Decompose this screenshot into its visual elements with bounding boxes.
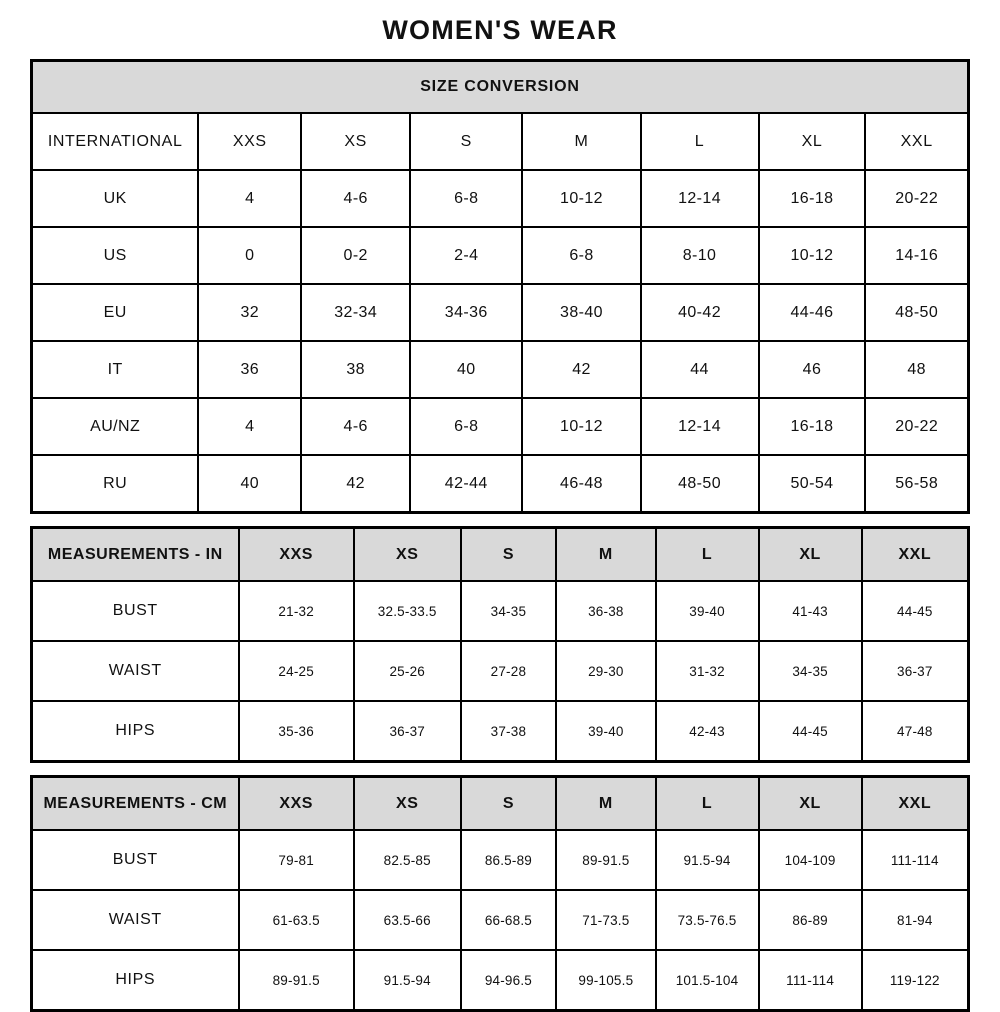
row-label: RU — [32, 455, 199, 513]
value-cell: 42 — [522, 341, 640, 398]
value-cell: 12-14 — [641, 170, 759, 227]
table-row — [32, 950, 969, 1011]
measurements-inches-table — [30, 526, 970, 763]
value-cell: 42 — [301, 455, 410, 513]
row-label: IT — [32, 341, 199, 398]
value-cell: 14-16 — [865, 227, 968, 284]
table-row — [32, 170, 969, 227]
value-cell: 34-36 — [410, 284, 522, 341]
column-header: M — [556, 777, 655, 831]
value-cell: 42-44 — [410, 455, 522, 513]
row-label: EU — [32, 284, 199, 341]
value-cell: 71-73.5 — [556, 890, 655, 950]
value-cell: 37-38 — [461, 701, 557, 762]
column-header: XXS — [239, 528, 354, 582]
value-cell: 41-43 — [759, 581, 862, 641]
column-header: M — [522, 113, 640, 170]
table-row — [32, 641, 969, 701]
value-cell: 39-40 — [556, 701, 655, 762]
column-header: XS — [354, 777, 461, 831]
column-header: XXL — [865, 113, 968, 170]
column-header: M — [556, 528, 655, 582]
value-cell: 91.5-94 — [354, 950, 461, 1011]
row-label: HIPS — [32, 950, 239, 1011]
column-header: XL — [759, 777, 862, 831]
value-cell: 101.5-104 — [656, 950, 759, 1011]
value-cell: 10-12 — [522, 170, 640, 227]
value-cell: 4-6 — [301, 170, 410, 227]
value-cell: 48-50 — [641, 455, 759, 513]
value-cell: 86.5-89 — [461, 830, 557, 890]
table-row — [32, 284, 969, 341]
value-cell: 39-40 — [656, 581, 759, 641]
value-cell: 2-4 — [410, 227, 522, 284]
value-cell: 6-8 — [522, 227, 640, 284]
value-cell: 16-18 — [759, 398, 866, 455]
table-title: MEASUREMENTS - IN — [32, 528, 239, 582]
size-conversion-table — [30, 59, 970, 514]
value-cell: 27-28 — [461, 641, 557, 701]
value-cell: 44-45 — [759, 701, 862, 762]
value-cell: 32 — [198, 284, 301, 341]
value-cell: 38 — [301, 341, 410, 398]
value-cell: 40 — [410, 341, 522, 398]
row-label: HIPS — [32, 701, 239, 762]
value-cell: 94-96.5 — [461, 950, 557, 1011]
value-cell: 89-91.5 — [239, 950, 354, 1011]
value-cell: 44-45 — [862, 581, 969, 641]
value-cell: 16-18 — [759, 170, 866, 227]
value-cell: 99-105.5 — [556, 950, 655, 1011]
value-cell: 36-37 — [862, 641, 969, 701]
column-header: L — [641, 113, 759, 170]
value-cell: 20-22 — [865, 170, 968, 227]
value-cell: 44 — [641, 341, 759, 398]
value-cell: 4 — [198, 398, 301, 455]
column-header: L — [656, 777, 759, 831]
value-cell: 40 — [198, 455, 301, 513]
value-cell: 50-54 — [759, 455, 866, 513]
value-cell: 38-40 — [522, 284, 640, 341]
table-title: SIZE CONVERSION — [32, 61, 969, 114]
value-cell: 4-6 — [301, 398, 410, 455]
value-cell: 8-10 — [641, 227, 759, 284]
column-header: XL — [759, 113, 866, 170]
value-cell: 91.5-94 — [656, 830, 759, 890]
value-cell: 29-30 — [556, 641, 655, 701]
table-row — [32, 890, 969, 950]
column-header: XXS — [239, 777, 354, 831]
value-cell: 4 — [198, 170, 301, 227]
column-header: XXL — [862, 528, 969, 582]
column-header: INTERNATIONAL — [32, 113, 199, 170]
value-cell: 36-38 — [556, 581, 655, 641]
table-title: MEASUREMENTS - CM — [32, 777, 239, 831]
value-cell: 48 — [865, 341, 968, 398]
column-header: S — [461, 528, 557, 582]
row-label: WAIST — [32, 641, 239, 701]
row-label: AU/NZ — [32, 398, 199, 455]
value-cell: 21-32 — [239, 581, 354, 641]
value-cell: 34-35 — [461, 581, 557, 641]
value-cell: 73.5-76.5 — [656, 890, 759, 950]
column-header: XXS — [198, 113, 301, 170]
row-label: BUST — [32, 581, 239, 641]
value-cell: 32-34 — [301, 284, 410, 341]
value-cell: 44-46 — [759, 284, 866, 341]
column-header: S — [410, 113, 522, 170]
value-cell: 0 — [198, 227, 301, 284]
value-cell: 82.5-85 — [354, 830, 461, 890]
column-header: S — [461, 777, 557, 831]
table-row — [32, 455, 969, 513]
value-cell: 36-37 — [354, 701, 461, 762]
value-cell: 86-89 — [759, 890, 862, 950]
value-cell: 24-25 — [239, 641, 354, 701]
value-cell: 0-2 — [301, 227, 410, 284]
table-row — [32, 398, 969, 455]
value-cell: 6-8 — [410, 398, 522, 455]
row-label: WAIST — [32, 890, 239, 950]
value-cell: 56-58 — [865, 455, 968, 513]
column-header: XS — [301, 113, 410, 170]
value-cell: 10-12 — [522, 398, 640, 455]
value-cell: 46 — [759, 341, 866, 398]
value-cell: 36 — [198, 341, 301, 398]
table-row — [32, 341, 969, 398]
value-cell: 66-68.5 — [461, 890, 557, 950]
value-cell: 63.5-66 — [354, 890, 461, 950]
table-row — [32, 830, 969, 890]
value-cell: 119-122 — [862, 950, 969, 1011]
column-header: XXL — [862, 777, 969, 831]
table-row — [32, 227, 969, 284]
column-header: XL — [759, 528, 862, 582]
value-cell: 47-48 — [862, 701, 969, 762]
value-cell: 104-109 — [759, 830, 862, 890]
value-cell: 20-22 — [865, 398, 968, 455]
value-cell: 42-43 — [656, 701, 759, 762]
value-cell: 32.5-33.5 — [354, 581, 461, 641]
table-row — [32, 701, 969, 762]
row-label: BUST — [32, 830, 239, 890]
value-cell: 111-114 — [862, 830, 969, 890]
value-cell: 40-42 — [641, 284, 759, 341]
row-label: UK — [32, 170, 199, 227]
value-cell: 6-8 — [410, 170, 522, 227]
value-cell: 10-12 — [759, 227, 866, 284]
row-label: US — [32, 227, 199, 284]
value-cell: 79-81 — [239, 830, 354, 890]
value-cell: 12-14 — [641, 398, 759, 455]
value-cell: 34-35 — [759, 641, 862, 701]
value-cell: 46-48 — [522, 455, 640, 513]
value-cell: 81-94 — [862, 890, 969, 950]
column-header: L — [656, 528, 759, 582]
table-row — [32, 581, 969, 641]
value-cell: 61-63.5 — [239, 890, 354, 950]
value-cell: 48-50 — [865, 284, 968, 341]
value-cell: 25-26 — [354, 641, 461, 701]
value-cell: 31-32 — [656, 641, 759, 701]
measurements-cm-table — [30, 775, 970, 1012]
value-cell: 111-114 — [759, 950, 862, 1011]
value-cell: 89-91.5 — [556, 830, 655, 890]
page-title: WOMEN'S WEAR — [382, 15, 618, 45]
value-cell: 35-36 — [239, 701, 354, 762]
column-header: XS — [354, 528, 461, 582]
